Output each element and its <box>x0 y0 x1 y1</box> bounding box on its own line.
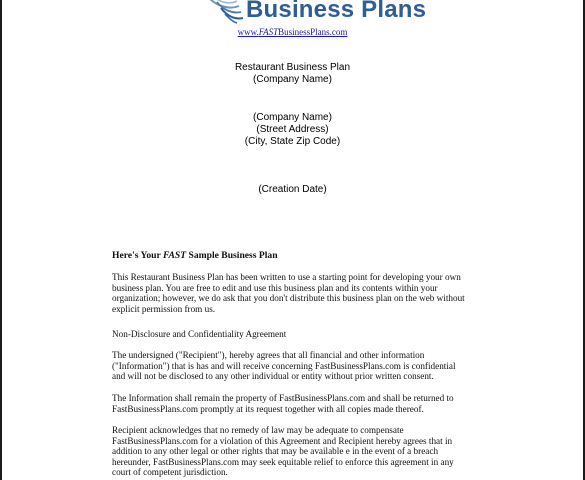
sample-plan-heading: Here's Your FAST Sample Business Plan <box>112 250 278 261</box>
intro-line: business plan. You are free to edit and use this business plan and its contents within your <box>112 282 438 293</box>
agreement-line: The Information shall remain the property of FastBusinessPlans.com and shall be returned to <box>112 393 454 403</box>
document-title: Restaurant Business Plan <box>234 62 351 73</box>
brand-name: Business Plans <box>246 0 427 23</box>
intro-line: This Restaurant Business Plan has been written to use a starting point for developing your own <box>112 272 461 282</box>
agreement-paragraph-2 <box>112 393 472 414</box>
agreement-line: The undersigned ("Recipient"), hereby agrees that all financial and other information <box>112 350 425 360</box>
agreement-paragraph-1 <box>112 350 472 382</box>
globe-swirl-logo-icon <box>205 0 245 24</box>
agreement-line: FastBusinessPlans.com promptly at its request together with all copies made thereof. <box>112 403 424 414</box>
intro-line: explicit permission from us. <box>112 303 216 314</box>
street-address: (Street Address) <box>256 124 329 135</box>
agreement-line: hereunder, FastBusinessPlans.com may seek equitable relief to enforce this agreement in any <box>112 456 454 467</box>
intro-line: organization; however, we do ask that you don't distribute this business plan on the web without <box>112 293 465 303</box>
intro-paragraph <box>112 272 472 314</box>
address-company-name: (Company Name) <box>253 112 332 123</box>
address-block <box>0 112 585 148</box>
agreement-heading: Non-Disclosure and Confidentiality Agreement <box>112 329 287 339</box>
title-company-name: (Company Name) <box>253 74 332 85</box>
date-block <box>0 184 585 196</box>
creation-date: (Creation Date) <box>258 184 327 195</box>
agreement-line: ("Information") that is has and will receive concerning FastBusinessPlans.com is confidential <box>112 360 456 371</box>
city-state-zip: (City, State Zip Code) <box>244 136 341 147</box>
title-block <box>0 62 585 86</box>
agreement-line: court of competent jurisdiction. <box>112 467 228 477</box>
website-link[interactable]: www.FASTBusinessPlans.com <box>237 27 348 37</box>
agreement-line: FastBusinessPlans.com for a violation of this Agreement and Recipient hereby agrees that in <box>112 435 453 446</box>
agreement-line: addition to any other legal or other rights that may be available e in the event of a breach <box>112 446 439 456</box>
agreement-line: and will not be disclosed to any other individual or entity without prior written consent. <box>112 371 434 381</box>
agreement-line: Recipient acknowledges that no remedy of law may be adequate to compensate <box>112 425 404 435</box>
agreement-paragraph-3 <box>112 425 472 478</box>
